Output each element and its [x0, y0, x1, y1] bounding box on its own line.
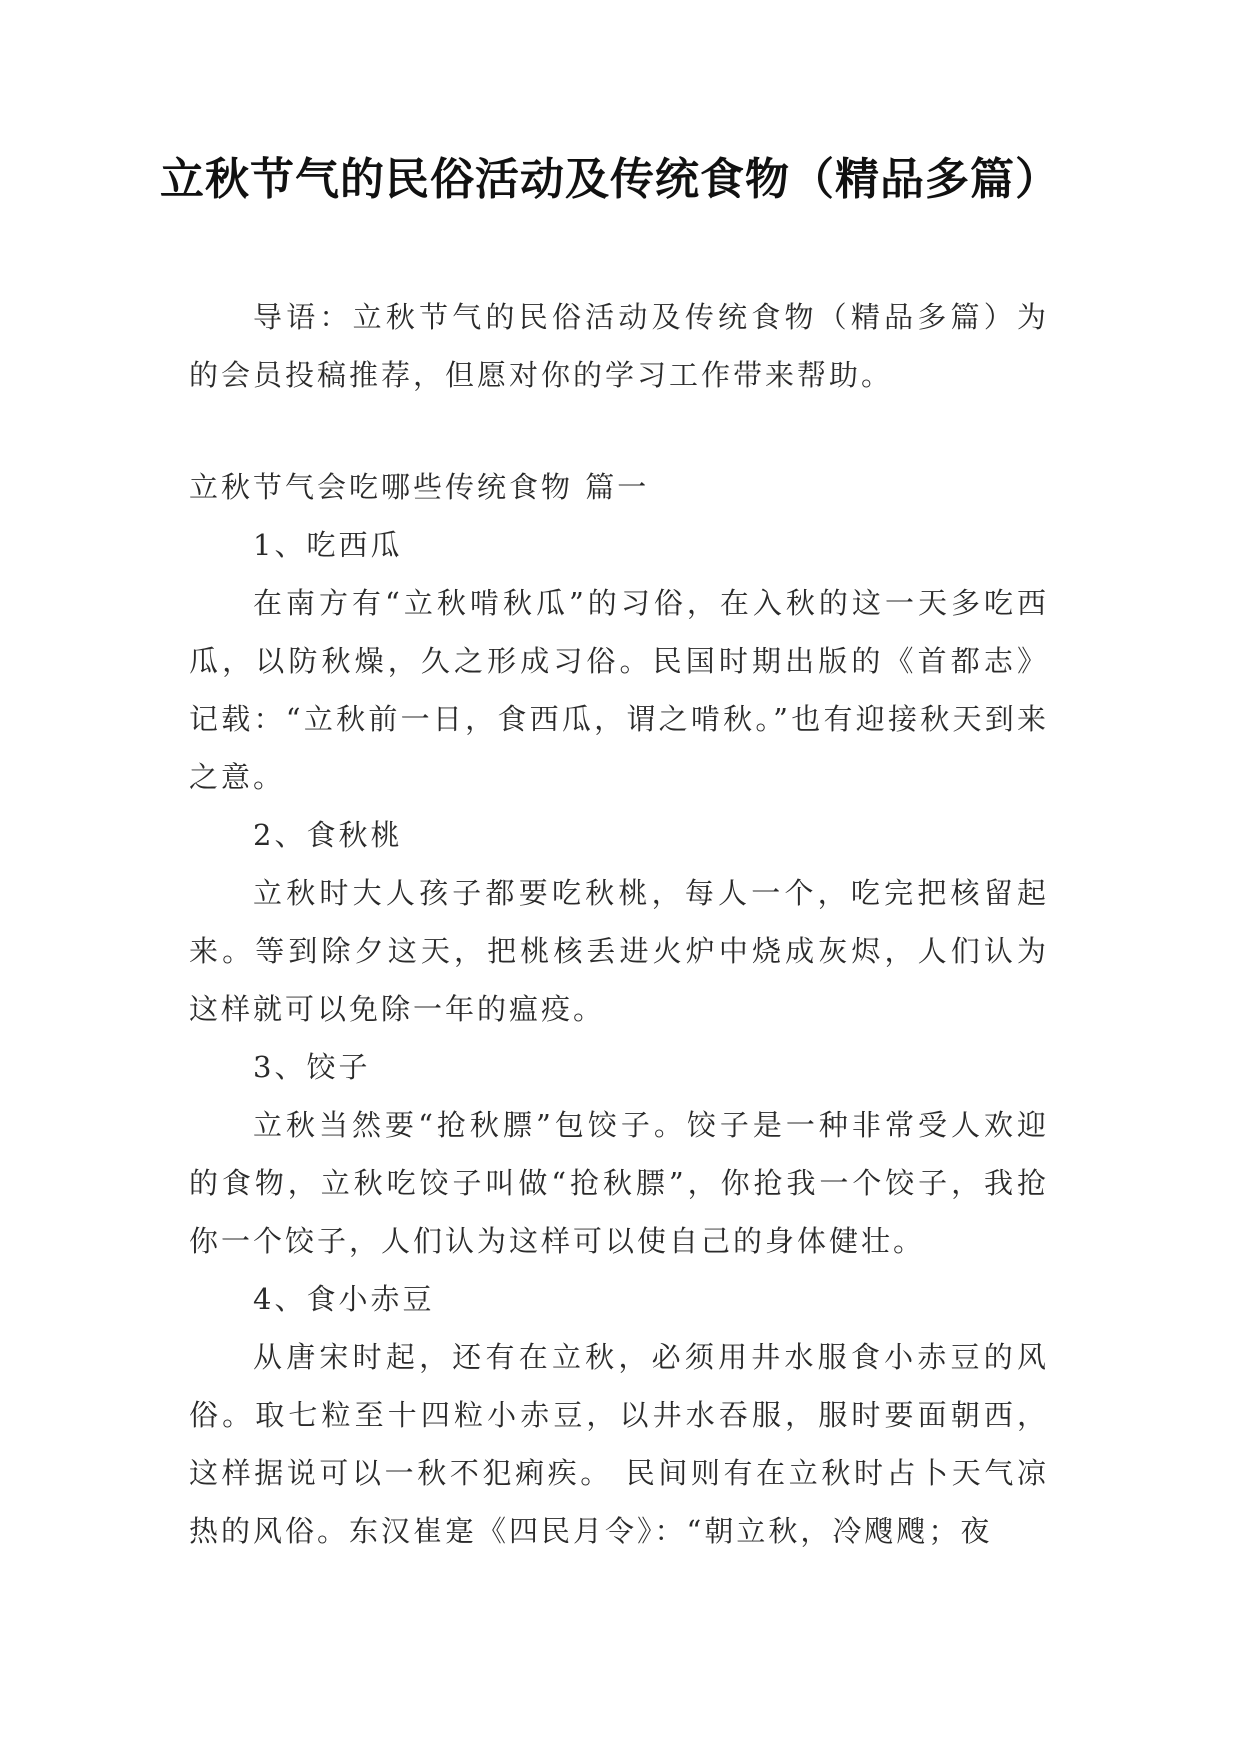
- main-content: [189, 458, 1049, 1560]
- section-heading: 立秋节气会吃哪些传统食物 篇一: [189, 470, 650, 504]
- item-paragraph: 从唐宋时起，还有在立秋，必须用井水服食小赤豆的风俗。取七粒至十四粒小赤豆，以井水吞服，服时要面朝西，这样据说可以一秋不犯痢疾。 民间则有在立秋时占卜天气凉热的风俗。东汉崔寔《四民月令》：“朝立秋，冷飕飕；夜: [189, 1340, 1049, 1548]
- item-paragraph: 立秋时大人孩子都要吃秋桃，每人一个，吃完把核留起来。等到除夕这天，把桃核丢进火炉中烧成灰烬，人们认为这样就可以免除一年的瘟疫。: [189, 876, 1049, 1026]
- item-heading: 2、食秋桃: [253, 818, 403, 852]
- intro-paragraph: 导语：立秋节气的民俗活动及传统食物（精品多篇）为的会员投稿推荐，但愿对你的学习工作带来帮助。: [189, 300, 1049, 392]
- item-paragraph: 在南方有“立秋啃秋瓜”的习俗，在入秋的这一天多吃西瓜，以防秋燥，久之形成习俗。民国时期出版的《首都志》记载：“立秋前一日，食西瓜，谓之啃秋。”也有迎接秋天到来之意。: [189, 586, 1049, 794]
- item-heading: 3、饺子: [253, 1050, 371, 1084]
- document-title: 立秋节气的民俗活动及传统食物（精品多篇）: [160, 154, 1060, 205]
- item-heading: 4、食小赤豆: [253, 1282, 435, 1316]
- item-heading: 1、吃西瓜: [253, 528, 403, 562]
- intro-block: [189, 288, 1049, 404]
- item-paragraph: 立秋当然要“抢秋膘”包饺子。饺子是一种非常受人欢迎的食物，立秋吃饺子叫做“抢秋膘”，你抢我一个饺子，我抢你一个饺子，人们认为这样可以使自己的身体健壮。: [189, 1108, 1049, 1258]
